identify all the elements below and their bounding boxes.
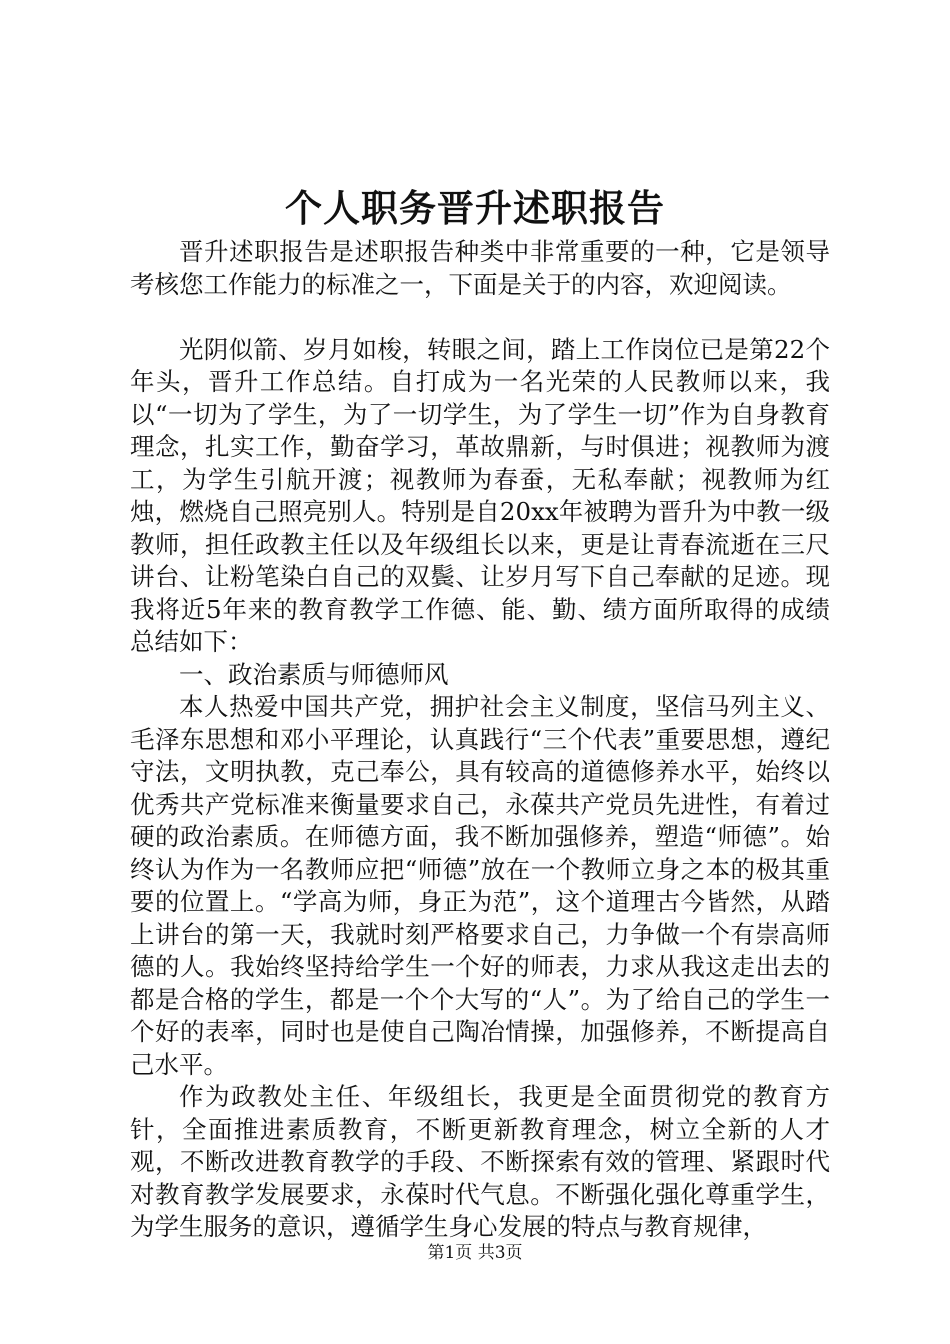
paragraph-career-summary: 光阴似箭、岁月如梭，转眼之间，踏上工作岗位已是第22个年头，晋升工作总结。自打成为一名光荣的人民教师以来，我以“一切为了学生，为了一切学生，为了学生一切”作为自身教育理念，扎实工作，勤奋学习，革故鼎新，与时俱进；视教师为渡工，为学生引航开渡；视教师为春蚕，无私奉献；视教师为红烛，燃烧自己照亮别人。特别是自20xx年被聘为晋升为中教一级教师，担任政教主任以及年级组长以来，更是让青春流逝在三尺讲台、让粉笔染白自己的双鬓、让岁月写下自己奉献的足迹。现我将近5年来的教育教学工作德、能、勤、绩方面所取得的成绩总结如下： (130, 334, 830, 656)
document-body (130, 236, 830, 1244)
paragraph-politics-ethics: 本人热爱中国共产党，拥护社会主义制度，坚信马列主义、毛泽东思想和邓小平理论，认真践行“三个代表”重要思想，遵纪守法，文明执教，克己奉公，具有较高的道德修养水平，始终以优秀共产党标准来衡量要求自己，永葆共产党员先进性，有着过硬的政治素质。在师德方面，我不断加强修养，塑造“师德”。始终认为作为一名教师应把“师德”放在一个教师立身之本的极其重要的位置上。“学高为师，身正为范”，这个道理古今皆然，从踏上讲台的第一天，我就时刻严格要求自己，力争做一个有崇高师德的人。我始终坚持给学生一个好的师表，力求从我这走出去的都是合格的学生，都是一个个大写的“人”。为了给自己的学生一个好的表率，同时也是使自己陶冶情操，加强修养，不断提高自己水平。 (130, 692, 830, 1079)
page-number-footer: 第1页 共3页 (427, 1243, 523, 1263)
document-title: 个人职务晋升述职报告 (285, 186, 665, 230)
paragraph-management: 作为政教处主任、年级组长，我更是全面贯彻党的教育方针，全面推进素质教育，不断更新教育理念，树立全新的人才观，不断改进教育教学的手段、不断探索有效的管理、紧跟时代对教育教学发展要求，永葆时代气息。不断强化强化尊重学生，为学生服务的意识，遵循学生身心发展的特点与教育规律， (130, 1082, 830, 1241)
paragraph-intro: 晋升述职报告是述职报告种类中非常重要的一种，它是领导考核您工作能力的标准之一，下面是关于的内容，欢迎阅读。 (130, 237, 830, 299)
section-heading-politics: 一、政治素质与师德师风 (179, 659, 449, 689)
